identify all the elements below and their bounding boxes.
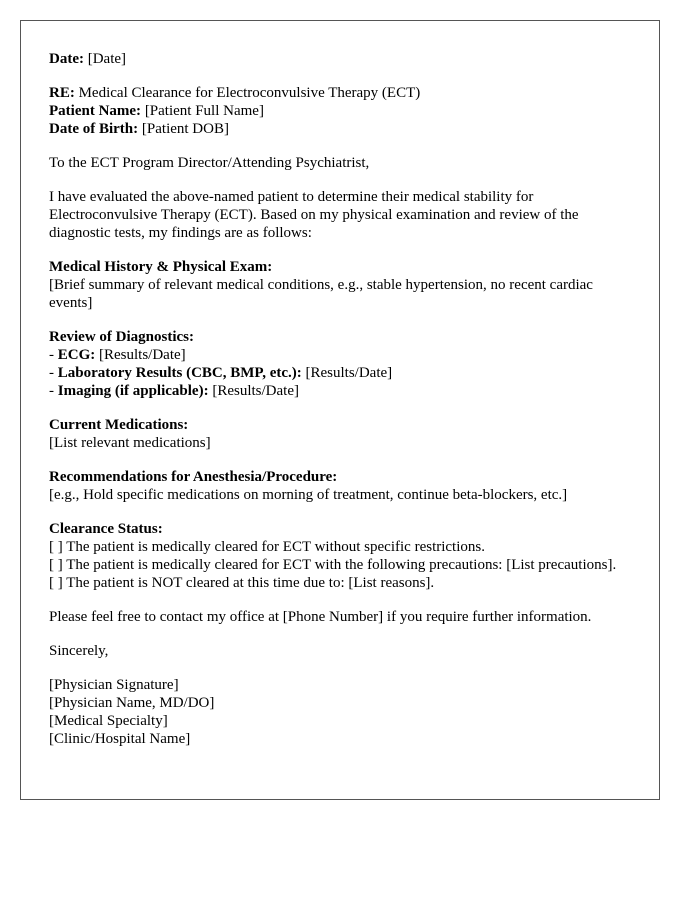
diagnostics-item-label: Laboratory Results (CBC, BMP, etc.): bbox=[57, 365, 302, 381]
re-label: RE: bbox=[49, 85, 75, 101]
diagnostics-item-labs bbox=[49, 364, 631, 382]
signature-block bbox=[49, 676, 631, 748]
diagnostics-item-value: [Results/Date] bbox=[212, 383, 299, 399]
intro-paragraph: I have evaluated the above-named patient to determine their medical stability for Electroconvulsive Therapy (ECT). Based on my physical examination and review of the diagnostic tests, my findings are as follows: bbox=[49, 189, 579, 241]
history-heading: Medical History & Physical Exam: bbox=[49, 259, 273, 275]
patient-name-label: Patient Name: bbox=[49, 103, 142, 119]
list-bullet: - bbox=[49, 365, 58, 381]
medical-clearance-letter bbox=[20, 20, 660, 800]
clearance-option-not-cleared: [ ] The patient is NOT cleared at this time due to: [List reasons]. bbox=[49, 575, 435, 591]
recommendations-heading: Recommendations for Anesthesia/Procedure: bbox=[49, 469, 338, 485]
re-value: Medical Clearance for Electroconvulsive Therapy (ECT) bbox=[78, 85, 421, 101]
salutation: To the ECT Program Director/Attending Psychiatrist, bbox=[49, 155, 370, 171]
medications-text: [List relevant medications] bbox=[49, 435, 211, 451]
re-line bbox=[49, 84, 631, 102]
contact-paragraph: Please feel free to contact my office at [Phone Number] if you require further information. bbox=[49, 609, 592, 625]
diagnostics-item-ecg bbox=[49, 346, 631, 364]
recommendations-section bbox=[49, 468, 631, 504]
diagnostics-item-label: Imaging (if applicable): bbox=[57, 383, 209, 399]
physician-signature: [Physician Signature] bbox=[49, 677, 179, 693]
medical-specialty: [Medical Specialty] bbox=[49, 713, 168, 729]
medications-section bbox=[49, 416, 631, 452]
diagnostics-item-value: [Results/Date] bbox=[99, 347, 186, 363]
diagnostics-item-label: ECG: bbox=[57, 347, 96, 363]
diagnostics-item-imaging bbox=[49, 382, 631, 400]
patient-name-value: [Patient Full Name] bbox=[144, 103, 264, 119]
history-section bbox=[49, 258, 631, 312]
clinic-name: [Clinic/Hospital Name] bbox=[49, 731, 191, 747]
patient-name-line bbox=[49, 102, 631, 120]
clearance-heading: Clearance Status: bbox=[49, 521, 163, 537]
date-line bbox=[49, 50, 631, 68]
physician-name: [Physician Name, MD/DO] bbox=[49, 695, 215, 711]
date-value: [Date] bbox=[87, 51, 127, 67]
diagnostics-heading: Review of Diagnostics: bbox=[49, 329, 194, 345]
recommendations-text: [e.g., Hold specific medications on morning of treatment, continue beta-blockers, etc.] bbox=[49, 487, 568, 503]
header-fields bbox=[49, 84, 631, 138]
diagnostics-section bbox=[49, 328, 631, 400]
dob-label: Date of Birth: bbox=[49, 121, 139, 137]
clearance-option-cleared: [ ] The patient is medically cleared for ECT without specific restrictions. bbox=[49, 539, 485, 555]
medications-heading: Current Medications: bbox=[49, 417, 189, 433]
dob-value: [Patient DOB] bbox=[141, 121, 229, 137]
dob-line bbox=[49, 120, 631, 138]
diagnostics-item-value: [Results/Date] bbox=[305, 365, 393, 381]
clearance-section bbox=[49, 520, 631, 592]
clearance-option-precautions: [ ] The patient is medically cleared for ECT with the following precautions: [List precautions]. bbox=[49, 557, 617, 573]
list-bullet: - bbox=[49, 347, 58, 363]
date-label: Date: bbox=[49, 51, 84, 67]
closing: Sincerely, bbox=[49, 643, 109, 659]
history-text: [Brief summary of relevant medical conditions, e.g., stable hypertension, no recent cardiac events] bbox=[49, 277, 593, 311]
list-bullet: - bbox=[49, 383, 58, 399]
